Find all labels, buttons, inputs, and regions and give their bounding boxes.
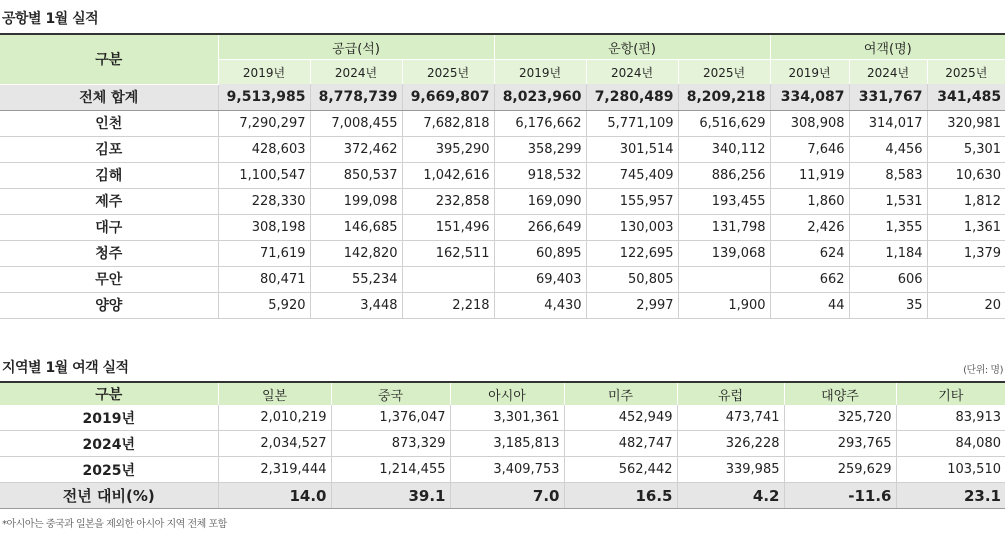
table-cell: 395,290 <box>402 136 494 162</box>
table-cell: 308,198 <box>218 214 310 240</box>
table-cell: 873,329 <box>331 431 450 457</box>
table-cell: 918,532 <box>494 162 586 188</box>
table-cell: 9,513,985 <box>218 84 310 110</box>
header-region: 아시아 <box>450 382 564 405</box>
table-cell: 325,720 <box>784 405 896 431</box>
table-cell: 2,034,527 <box>218 431 331 457</box>
table-cell: 745,409 <box>586 162 678 188</box>
table-cell: 886,256 <box>678 162 770 188</box>
table-cell: 1,100,547 <box>218 162 310 188</box>
header-year: 2025년 <box>402 60 494 85</box>
table-cell: 155,957 <box>586 188 678 214</box>
table-cell: 1,184 <box>849 240 927 266</box>
header-year: 2024년 <box>849 60 927 85</box>
table-cell: 6,176,662 <box>494 110 586 136</box>
header-year: 2024년 <box>310 60 402 85</box>
table-cell: 103,510 <box>896 457 1005 483</box>
table-row <box>0 266 1005 292</box>
table-cell: 199,098 <box>310 188 402 214</box>
header-region: 기타 <box>896 382 1005 405</box>
table-row <box>0 405 1005 431</box>
header-region: 일본 <box>218 382 331 405</box>
header-year: 2024년 <box>586 60 678 85</box>
table-cell: 624 <box>770 240 849 266</box>
table-row <box>0 136 1005 162</box>
table-cell: 228,330 <box>218 188 310 214</box>
table-cell: 293,765 <box>784 431 896 457</box>
table-cell: 7,290,297 <box>218 110 310 136</box>
table-cell: 60,895 <box>494 240 586 266</box>
table-cell: 334,087 <box>770 84 849 110</box>
table-cell: 16.5 <box>564 483 677 509</box>
table-cell: 122,695 <box>586 240 678 266</box>
table-cell: 8,778,739 <box>310 84 402 110</box>
table-cell: 23.1 <box>896 483 1005 509</box>
header-year: 2025년 <box>927 60 1005 85</box>
table-cell: 1,355 <box>849 214 927 240</box>
table-cell: 1,379 <box>927 240 1005 266</box>
header-category: 구분 <box>0 382 218 405</box>
region-passenger-table <box>0 381 1005 509</box>
table-cell: 340,112 <box>678 136 770 162</box>
table-cell: 39.1 <box>331 483 450 509</box>
table-cell: 84,080 <box>896 431 1005 457</box>
table-cell: 2,218 <box>402 292 494 318</box>
header-group-flights: 운항(편) <box>494 34 770 60</box>
row-label: 2024년 <box>0 431 218 457</box>
table-row <box>0 188 1005 214</box>
table-cell: 6,516,629 <box>678 110 770 136</box>
table-cell: 80,471 <box>218 266 310 292</box>
row-label: 김해 <box>0 162 218 188</box>
table-cell: 7.0 <box>450 483 564 509</box>
table-cell: 10,630 <box>927 162 1005 188</box>
airport-table-title: 공항별 1월 실적 <box>2 11 99 27</box>
table-cell: 71,619 <box>218 240 310 266</box>
row-label: 2025년 <box>0 457 218 483</box>
total-row <box>0 84 1005 110</box>
table-cell <box>678 266 770 292</box>
table-cell: 1,376,047 <box>331 405 450 431</box>
table-cell: 2,426 <box>770 214 849 240</box>
table-cell: 146,685 <box>310 214 402 240</box>
table-row <box>0 457 1005 483</box>
row-label: 무안 <box>0 266 218 292</box>
table-cell: 8,583 <box>849 162 927 188</box>
table-cell: 4,430 <box>494 292 586 318</box>
unit-label: (단위: 명) <box>963 365 1003 376</box>
table-cell: 1,361 <box>927 214 1005 240</box>
table-cell: 331,767 <box>849 84 927 110</box>
table-cell: 2,997 <box>586 292 678 318</box>
table-cell: 7,646 <box>770 136 849 162</box>
table-cell: 606 <box>849 266 927 292</box>
table-cell: 341,485 <box>927 84 1005 110</box>
table-cell: 11,919 <box>770 162 849 188</box>
table-cell: 1,860 <box>770 188 849 214</box>
table-cell: 162,511 <box>402 240 494 266</box>
table-cell: 4.2 <box>677 483 784 509</box>
table-cell: 130,003 <box>586 214 678 240</box>
table-cell: 1,900 <box>678 292 770 318</box>
table-cell: 4,456 <box>849 136 927 162</box>
table-cell: 9,669,807 <box>402 84 494 110</box>
airport-performance-table <box>0 33 1005 319</box>
table-row <box>0 240 1005 266</box>
table-cell: 131,798 <box>678 214 770 240</box>
row-label: 전체 합계 <box>0 84 218 110</box>
table-cell: 151,496 <box>402 214 494 240</box>
table-cell: 2,319,444 <box>218 457 331 483</box>
table-cell <box>927 266 1005 292</box>
table-cell: 2,010,219 <box>218 405 331 431</box>
table-cell: 55,234 <box>310 266 402 292</box>
table-cell <box>402 266 494 292</box>
header-category: 구분 <box>0 34 218 84</box>
table-cell: 44 <box>770 292 849 318</box>
table-cell: 266,649 <box>494 214 586 240</box>
table-cell: 139,068 <box>678 240 770 266</box>
table-cell: 662 <box>770 266 849 292</box>
table-cell: 372,462 <box>310 136 402 162</box>
table-cell: -11.6 <box>784 483 896 509</box>
table-row <box>0 162 1005 188</box>
table-cell: 20 <box>927 292 1005 318</box>
table-cell: 5,301 <box>927 136 1005 162</box>
table-cell: 308,908 <box>770 110 849 136</box>
row-label: 인천 <box>0 110 218 136</box>
table-cell: 3,301,361 <box>450 405 564 431</box>
row-label: 김포 <box>0 136 218 162</box>
table-cell: 452,949 <box>564 405 677 431</box>
table-cell: 562,442 <box>564 457 677 483</box>
table-cell: 320,981 <box>927 110 1005 136</box>
table-cell: 1,042,616 <box>402 162 494 188</box>
table-cell: 3,409,753 <box>450 457 564 483</box>
table-cell: 142,820 <box>310 240 402 266</box>
header-region: 대양주 <box>784 382 896 405</box>
table-cell: 259,629 <box>784 457 896 483</box>
row-label: 청주 <box>0 240 218 266</box>
table-row <box>0 292 1005 318</box>
table-cell: 473,741 <box>677 405 784 431</box>
row-label: 2019년 <box>0 405 218 431</box>
table-cell: 7,682,818 <box>402 110 494 136</box>
table-cell: 482,747 <box>564 431 677 457</box>
table-cell: 1,214,455 <box>331 457 450 483</box>
row-label: 양양 <box>0 292 218 318</box>
table-cell: 35 <box>849 292 927 318</box>
table-cell: 69,403 <box>494 266 586 292</box>
table-cell: 5,771,109 <box>586 110 678 136</box>
header-region: 미주 <box>564 382 677 405</box>
table-cell: 14.0 <box>218 483 331 509</box>
table-cell: 1,531 <box>849 188 927 214</box>
footnote: *아시아는 중국과 일본을 제외한 아시아 지역 전체 포함 <box>2 519 227 530</box>
table-cell: 232,858 <box>402 188 494 214</box>
header-year: 2019년 <box>770 60 849 85</box>
table-cell: 428,603 <box>218 136 310 162</box>
table-cell: 3,185,813 <box>450 431 564 457</box>
table-cell: 8,023,960 <box>494 84 586 110</box>
header-year: 2025년 <box>678 60 770 85</box>
table-cell: 326,228 <box>677 431 784 457</box>
table-cell: 339,985 <box>677 457 784 483</box>
row-label: 전년 대비(%) <box>0 483 218 509</box>
header-group-supply: 공급(석) <box>218 34 494 60</box>
row-label: 제주 <box>0 188 218 214</box>
table-cell: 301,514 <box>586 136 678 162</box>
header-year: 2019년 <box>494 60 586 85</box>
table-cell: 7,280,489 <box>586 84 678 110</box>
header-year: 2019년 <box>218 60 310 85</box>
table-cell: 193,455 <box>678 188 770 214</box>
header-region: 중국 <box>331 382 450 405</box>
table-cell: 850,537 <box>310 162 402 188</box>
table-cell: 1,812 <box>927 188 1005 214</box>
table-cell: 83,913 <box>896 405 1005 431</box>
table-row <box>0 431 1005 457</box>
header-region: 유럽 <box>677 382 784 405</box>
table-row <box>0 214 1005 240</box>
table-cell: 358,299 <box>494 136 586 162</box>
table-cell: 7,008,455 <box>310 110 402 136</box>
table-cell: 5,920 <box>218 292 310 318</box>
table-cell: 3,448 <box>310 292 402 318</box>
ratio-row <box>0 483 1005 509</box>
table-row <box>0 110 1005 136</box>
table-cell: 314,017 <box>849 110 927 136</box>
row-label: 대구 <box>0 214 218 240</box>
table-cell: 169,090 <box>494 188 586 214</box>
region-table-title: 지역별 1월 여객 실적 <box>2 360 129 376</box>
header-group-passengers: 여객(명) <box>770 34 1005 60</box>
table-cell: 50,805 <box>586 266 678 292</box>
table-cell: 8,209,218 <box>678 84 770 110</box>
